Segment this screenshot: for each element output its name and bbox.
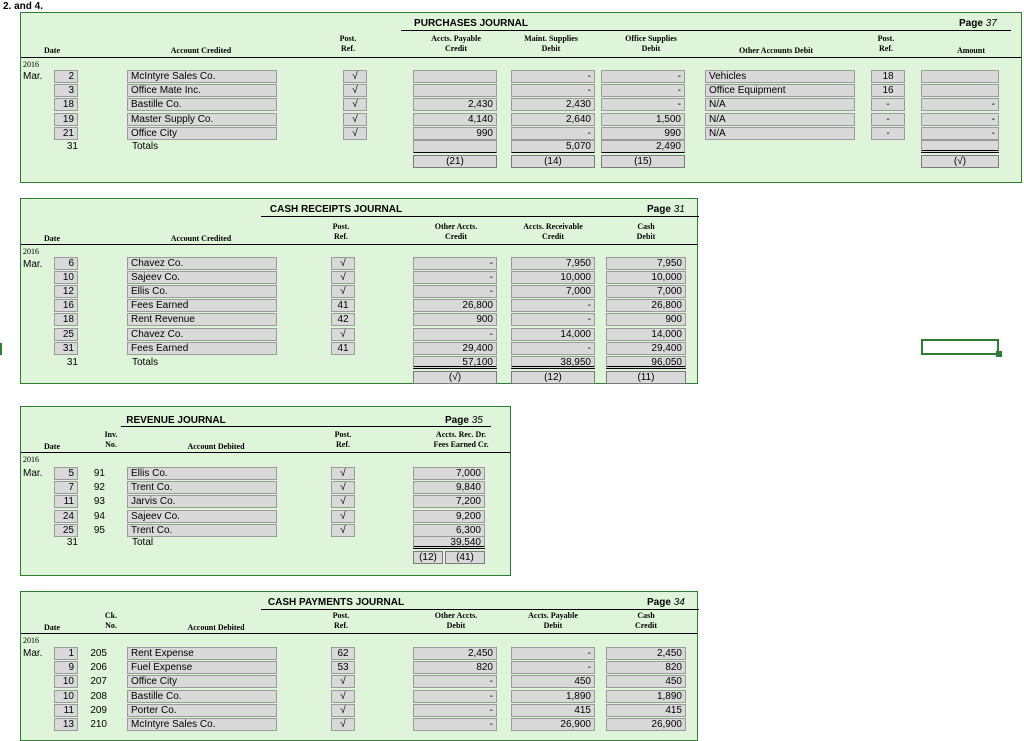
cr-ar-cell[interactable]: 7,950 — [511, 257, 595, 270]
cp-account-cell[interactable]: Fuel Expense — [127, 661, 277, 674]
rj-day-cell[interactable]: 24 — [54, 510, 78, 523]
pj-ref-amount[interactable]: (√) — [921, 155, 999, 168]
rj-ref-b[interactable]: (41) — [445, 551, 485, 564]
rj-total-amount[interactable]: 39,540 — [413, 536, 485, 549]
cr-post-cell[interactable]: 42 — [331, 313, 355, 326]
cp-ck-cell: 205 — [90, 648, 107, 659]
cp-ck-cell: 210 — [90, 719, 107, 730]
selected-cell[interactable] — [921, 339, 999, 355]
rj-ref-a[interactable]: (12) — [413, 551, 443, 564]
pj-total-ap[interactable] — [413, 140, 497, 153]
pj-ref-cell[interactable]: 18 — [871, 70, 905, 83]
cp-cash-cell[interactable]: 1,890 — [606, 690, 686, 703]
pj-os-cell[interactable]: - — [601, 70, 685, 83]
cr-total-cash[interactable]: 96,050 — [606, 356, 686, 369]
col-post-2: Post. Ref. — [877, 34, 895, 53]
pj-ref-ap[interactable]: (21) — [413, 155, 497, 168]
pj-day-cell[interactable]: 21 — [54, 127, 78, 140]
rj-amount-cell[interactable]: 9,840 — [413, 481, 485, 494]
cr-other-cell[interactable]: 26,800 — [413, 299, 497, 312]
pj-account-cell[interactable]: Office Mate Inc. — [127, 84, 277, 97]
pj-total-ms[interactable]: 5,070 — [511, 140, 595, 153]
pj-os-cell[interactable]: 990 — [601, 127, 685, 140]
rj-inv-cell: 95 — [93, 524, 105, 536]
cp-account-cell[interactable]: Rent Expense — [127, 647, 277, 660]
cp-other-cell[interactable]: - — [413, 690, 497, 703]
cr-cash-cell[interactable]: 14,000 — [606, 328, 686, 341]
purchases-title: PURCHASES JOURNAL — [414, 18, 528, 29]
pj-account-cell[interactable]: Master Supply Co. — [127, 113, 277, 126]
cp-other-cell[interactable]: 820 — [413, 661, 497, 674]
col-accts-payable: Accts. Payable Credit — [431, 34, 481, 53]
col-amount: Amount — [956, 46, 985, 55]
pj-ref-cell[interactable]: 16 — [871, 84, 905, 97]
pj-ref-cell[interactable]: - — [871, 127, 905, 140]
cp-ap-cell[interactable]: 450 — [511, 675, 595, 688]
cr-account-cell[interactable]: Chavez Co. — [127, 328, 277, 341]
rj-day-cell[interactable]: 11 — [54, 495, 78, 508]
pj-other-cell[interactable]: Vehicles — [705, 70, 855, 83]
cp-post-cell[interactable]: √ — [331, 675, 355, 688]
pj-post-cell[interactable]: √ — [343, 113, 367, 126]
pj-os-cell[interactable]: - — [601, 84, 685, 97]
pj-ref-cell[interactable]: - — [871, 98, 905, 111]
pj-ref-ms[interactable]: (14) — [511, 155, 595, 168]
rj-amount-cell[interactable]: 9,200 — [413, 510, 485, 523]
cr-post-cell[interactable]: √ — [331, 271, 355, 284]
pj-other-cell[interactable]: N/A — [705, 98, 855, 111]
rj-account-cell[interactable]: Sajeev Co. — [127, 510, 277, 523]
pj-amount-cell[interactable]: - — [921, 127, 999, 140]
cp-post-cell[interactable]: √ — [331, 718, 355, 731]
pj-ap-cell[interactable] — [413, 70, 497, 83]
cr-ar-cell[interactable]: - — [511, 299, 595, 312]
rj-amount-cell[interactable]: 7,000 — [413, 467, 485, 480]
col-office-supplies: Office Supplies Debit — [625, 34, 677, 53]
cr-account-cell[interactable]: Fees Earned — [127, 342, 277, 355]
cp-day-cell[interactable]: 10 — [54, 690, 78, 703]
col-maint-supplies: Maint. Supplies Debit — [524, 34, 578, 53]
cp-other-cell[interactable]: 2,450 — [413, 647, 497, 660]
revenue-title: REVENUE JOURNAL — [126, 415, 226, 426]
cr-ar-cell[interactable]: 7,000 — [511, 285, 595, 298]
cp-day-cell[interactable]: 9 — [54, 661, 78, 674]
row-indicator — [0, 343, 2, 355]
cr-ar-cell[interactable]: - — [511, 342, 595, 355]
cr-ar-cell[interactable]: - — [511, 313, 595, 326]
pj-other-cell[interactable]: Office Equipment — [705, 84, 855, 97]
cr-cash-cell[interactable]: 7,950 — [606, 257, 686, 270]
cp-cash-cell[interactable]: 2,450 — [606, 647, 686, 660]
pj-ref-os[interactable]: (15) — [601, 155, 685, 168]
pj-account-cell[interactable]: Office City — [127, 127, 277, 140]
cp-ck-cell: 207 — [90, 676, 107, 688]
cr-cash-cell[interactable]: 7,000 — [606, 285, 686, 298]
cr-cash-cell[interactable]: 26,800 — [606, 299, 686, 312]
cr-day-cell[interactable]: 12 — [54, 285, 78, 298]
rj-inv-cell: 91 — [93, 468, 105, 479]
cp-day-cell[interactable]: 10 — [54, 675, 78, 688]
cash-payments-page: Page 34 — [647, 597, 685, 608]
col-post: Post. Ref. — [339, 34, 357, 53]
cp-ck-cell: 209 — [90, 704, 107, 716]
purchases-journal: PURCHASES JOURNAL Page 37 Date Account Credited Post. Ref. Accts. Payable Credit Maint. Supplies Debit Office Supplies Debit Other Accounts Debit Post. Ref. Amount 2016 Mar. 2 McIntyre Sales Co. √ - - Vehicles 18 3 Office Mate Inc. √ - - Office Equipment 16 18 Bastille Co. √ 2,430 2,430 - N/A - - 19 Master Supply Co. √ 4,140 2,640 1,500 N/A - - 21 Office City √ 990 - 990 N/A - - 31 Totals 5,070 2,490 (21) (14) (15) (√) — [20, 12, 1022, 183]
rj-inv-cell: 92 — [93, 482, 105, 494]
cr-other-cell[interactable]: - — [413, 257, 497, 270]
rj-post-cell[interactable]: √ — [331, 481, 355, 494]
cash-receipts-journal: CASH RECEIPTS JOURNAL Page 31 Date Account Credited Post. Ref. Other Accts. Credit Accts. Receivable Credit Cash Debit 2016 Mar. 6 Chavez Co. √ - 7,950 7,950 10 Sajeev Co. √ - 10,000 10,000 12 Ellis Co. √ - 7,000 7,000 16 Fees Earned 41 26,800 - 26,800 18 Rent Revenue 42 900 - 900 25 Chavez Co. √ - 14,000 14,000 31 Fees Earned 41 29,400 - 29,400 31 Totals 57,100 38,950 96,050 (√) (12) (11) — [20, 198, 698, 384]
pj-amount-cell[interactable]: - — [921, 98, 999, 111]
problem-label: 2. and 4. — [3, 1, 44, 12]
cr-account-cell[interactable]: Chavez Co. — [127, 257, 277, 270]
cash-payments-journal: CASH PAYMENTS JOURNAL Page 34 Date Ck. No. Account Debited Post. Ref. Other Accts. Debit Accts. Payable Debit Cash Credit 2016 Mar. 1 205 Rent Expense 62 2,450 - 2,450 9 206 Fuel Expense 53 820 - 820 10 207 Office City √ - 450 450 10 208 Bastille Co. √ - 1,890 1,890 11 209 Porter Co. √ - 415 415 13 210 McIntyre Sales Co. √ - 26,900 26,900 — [20, 591, 698, 741]
rj-post-cell[interactable]: √ — [331, 495, 355, 508]
rj-account-cell[interactable]: Ellis Co. — [127, 467, 277, 480]
cp-other-cell[interactable]: - — [413, 704, 497, 717]
fill-handle[interactable] — [996, 351, 1002, 357]
cp-ap-cell[interactable]: 26,900 — [511, 718, 595, 731]
pj-total-amount[interactable] — [921, 140, 999, 153]
cr-total-ar[interactable]: 38,950 — [511, 356, 595, 369]
pj-account-cell[interactable]: McIntyre Sales Co. — [127, 70, 277, 83]
rj-amount-cell[interactable]: 6,300 — [413, 524, 485, 537]
rj-post-cell[interactable]: √ — [331, 524, 355, 537]
rj-day-cell[interactable]: 25 — [54, 524, 78, 537]
rj-account-cell[interactable]: Trent Co. — [127, 524, 277, 537]
col-date: Date — [44, 46, 60, 55]
cp-day-cell[interactable]: 13 — [54, 718, 78, 731]
cr-day-cell[interactable]: 25 — [54, 328, 78, 341]
cash-receipts-title: CASH RECEIPTS JOURNAL — [269, 204, 403, 215]
cr-cash-cell[interactable]: 900 — [606, 313, 686, 326]
cp-other-cell[interactable]: - — [413, 675, 497, 688]
pj-day-cell[interactable]: 2 — [54, 70, 78, 83]
pj-ms-cell[interactable]: 2,430 — [511, 98, 595, 111]
cp-cash-cell[interactable]: 820 — [606, 661, 686, 674]
cr-ar-cell[interactable]: 10,000 — [511, 271, 595, 284]
pj-post-cell[interactable]: √ — [343, 127, 367, 140]
pj-day-cell[interactable]: 19 — [54, 113, 78, 126]
rj-inv-cell: 93 — [93, 496, 105, 508]
cr-day-cell[interactable]: 16 — [54, 299, 78, 312]
cr-day-cell[interactable]: 18 — [54, 313, 78, 326]
pj-other-cell[interactable]: N/A — [705, 113, 855, 126]
cr-other-cell[interactable]: - — [413, 285, 497, 298]
cr-ar-cell[interactable]: 14,000 — [511, 328, 595, 341]
pj-post-cell[interactable]: √ — [343, 98, 367, 111]
cr-other-cell[interactable]: - — [413, 271, 497, 284]
pj-ap-cell[interactable]: 4,140 — [413, 113, 497, 126]
cash-payments-title: CASH PAYMENTS JOURNAL — [267, 597, 405, 608]
rj-day-cell[interactable]: 5 — [54, 467, 78, 480]
purchases-page: Page 37 — [959, 18, 997, 29]
pj-ap-cell[interactable] — [413, 84, 497, 97]
cp-day-cell[interactable]: 1 — [54, 647, 78, 660]
pj-day-cell[interactable]: 3 — [54, 84, 78, 97]
cp-cash-cell[interactable]: 450 — [606, 675, 686, 688]
cp-ap-cell[interactable]: 415 — [511, 704, 595, 717]
cash-receipts-page: Page 31 — [647, 204, 685, 215]
rj-account-cell[interactable]: Jarvis Co. — [127, 495, 277, 508]
cp-account-cell[interactable]: McIntyre Sales Co. — [127, 718, 277, 731]
pj-other-cell[interactable]: N/A — [705, 127, 855, 140]
cr-other-cell[interactable]: - — [413, 328, 497, 341]
revenue-journal: REVENUE JOURNAL Page 35 Date Inv. No. Account Debited Post. Ref. Accts. Rec. Dr. Fees Earned Cr. 2016 Mar. 5 91 Ellis Co. √ 7,000 7 92 Trent Co. √ 9,840 11 93 Jarvis Co. √ 7,200 24 94 Sajeev Co. √ 9,200 25 95 Trent Co. √ 6,300 31 Total 39,540 (12) (41) — [20, 406, 511, 576]
cr-post-cell[interactable]: √ — [331, 285, 355, 298]
rj-inv-cell: 94 — [93, 510, 105, 522]
pj-ms-cell[interactable]: - — [511, 84, 595, 97]
cp-post-cell[interactable]: √ — [331, 704, 355, 717]
pj-total-os[interactable]: 2,490 — [601, 140, 685, 153]
cp-cash-cell[interactable]: 415 — [606, 704, 686, 717]
cp-post-cell[interactable]: √ — [331, 690, 355, 703]
revenue-page: Page 35 — [445, 415, 483, 426]
cr-day-cell[interactable]: 6 — [54, 257, 78, 270]
cp-post-cell[interactable]: 62 — [331, 647, 355, 660]
cr-cash-cell[interactable]: 29,400 — [606, 342, 686, 355]
cr-account-cell[interactable]: Rent Revenue — [127, 313, 277, 326]
cp-ap-cell[interactable]: - — [511, 661, 595, 674]
cp-ck-cell: 208 — [90, 690, 107, 702]
pj-ap-cell[interactable]: 990 — [413, 127, 497, 140]
pj-ms-cell[interactable]: 2,640 — [511, 113, 595, 126]
cr-post-cell[interactable]: √ — [331, 257, 355, 270]
cp-ap-cell[interactable]: - — [511, 647, 595, 660]
col-account-credited: Account Credited — [170, 46, 232, 55]
cr-day-cell[interactable]: 10 — [54, 271, 78, 284]
cr-ref-other[interactable]: (√) — [413, 371, 497, 384]
cr-post-cell[interactable]: 41 — [331, 342, 355, 355]
cp-account-cell[interactable]: Porter Co. — [127, 704, 277, 717]
pj-os-cell[interactable]: 1,500 — [601, 113, 685, 126]
pj-amount-cell[interactable]: - — [921, 113, 999, 126]
cp-other-cell[interactable]: - — [413, 718, 497, 731]
col-other-accounts: Other Accounts Debit — [738, 46, 814, 55]
pj-ms-cell[interactable]: - — [511, 70, 595, 83]
pj-ap-cell[interactable]: 2,430 — [413, 98, 497, 111]
rj-post-cell[interactable]: √ — [331, 510, 355, 523]
cp-account-cell[interactable]: Bastille Co. — [127, 690, 277, 703]
cr-ref-ar[interactable]: (12) — [511, 371, 595, 384]
cr-account-cell[interactable]: Fees Earned — [127, 299, 277, 312]
cr-post-cell[interactable]: √ — [331, 328, 355, 341]
pj-post-cell[interactable]: √ — [343, 84, 367, 97]
rj-day-cell[interactable]: 7 — [54, 481, 78, 494]
rj-account-cell[interactable]: Trent Co. — [127, 481, 277, 494]
cp-ck-cell: 206 — [90, 662, 107, 674]
cr-cash-cell[interactable]: 10,000 — [606, 271, 686, 284]
cr-day-cell[interactable]: 31 — [54, 342, 78, 355]
rj-post-cell[interactable]: √ — [331, 467, 355, 480]
cr-ref-cash[interactable]: (11) — [606, 371, 686, 384]
cp-cash-cell[interactable]: 26,900 — [606, 718, 686, 731]
cp-ap-cell[interactable]: 1,890 — [511, 690, 595, 703]
pj-ms-cell[interactable]: - — [511, 127, 595, 140]
cr-other-cell[interactable]: 900 — [413, 313, 497, 326]
pj-day-cell[interactable]: 18 — [54, 98, 78, 111]
cr-account-cell[interactable]: Sajeev Co. — [127, 271, 277, 284]
pj-amount-cell[interactable] — [921, 70, 999, 83]
pj-amount-cell[interactable] — [921, 84, 999, 97]
pj-os-cell[interactable]: - — [601, 98, 685, 111]
pj-account-cell[interactable]: Bastille Co. — [127, 98, 277, 111]
cr-account-cell[interactable]: Ellis Co. — [127, 285, 277, 298]
rj-amount-cell[interactable]: 7,200 — [413, 495, 485, 508]
cp-day-cell[interactable]: 11 — [54, 704, 78, 717]
cp-account-cell[interactable]: Office City — [127, 675, 277, 688]
pj-post-cell[interactable]: √ — [343, 70, 367, 83]
cr-post-cell[interactable]: 41 — [331, 299, 355, 312]
cr-total-other[interactable]: 57,100 — [413, 356, 497, 369]
cp-post-cell[interactable]: 53 — [331, 661, 355, 674]
cr-other-cell[interactable]: 29,400 — [413, 342, 497, 355]
pj-ref-cell[interactable]: - — [871, 113, 905, 126]
